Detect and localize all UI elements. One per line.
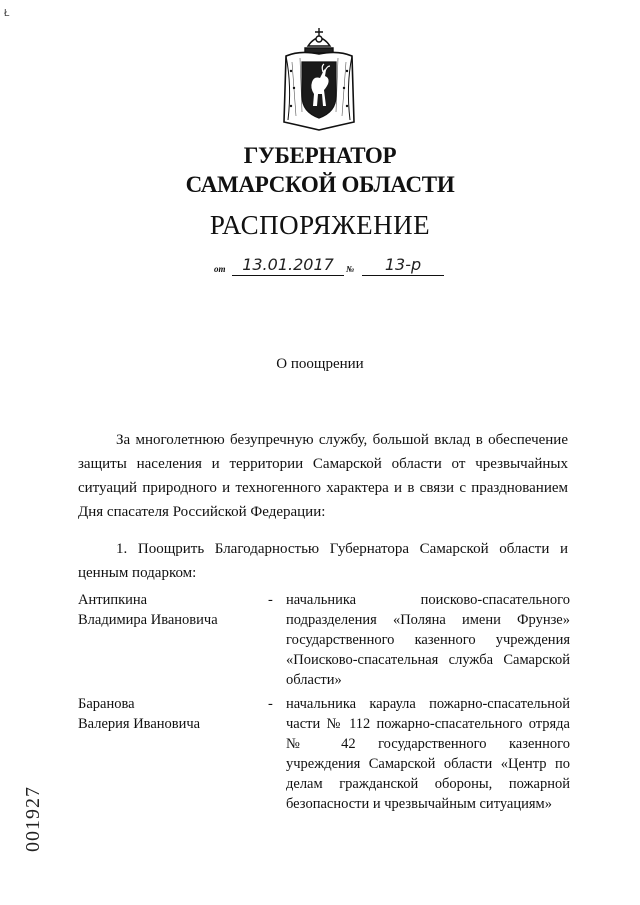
number-prefix: № — [346, 264, 355, 274]
authority-title-line2: САМАРСКОЙ ОБЛАСТИ — [185, 172, 455, 197]
awardee-position: начальника караула пожарно-спасательной части № 112 пожарно-спасательного отряда № 42 государственного казенного учреждения Самарской области «Центр по делам гражданской обороны, пожарной безопасности и чрезвычайным ситуациям» — [286, 696, 570, 812]
document-type: РАСПОРЯЖЕНИЕ — [209, 210, 431, 240]
document-date: 13.01.2017 — [232, 255, 344, 276]
awardee-dash: - — [268, 696, 273, 712]
document-subject: О поощрении — [276, 356, 364, 372]
samara-coat-of-arms-icon — [280, 26, 358, 132]
awardee-given-names: Валерия Ивановича — [78, 716, 201, 732]
awardee-name — [78, 590, 258, 630]
corner-mark: Ł — [4, 8, 10, 19]
authority-title-line1: ГУБЕРНАТОР — [243, 143, 397, 168]
awardee-surname: Антипкина — [78, 592, 148, 608]
serial-number: 001927 — [22, 786, 44, 852]
awardee-position: начальника поисково-спасательного подразделения «Поляна имени Фрунзе» государственного казенного учреждения «Поисково-спасательная служба Самарской области» — [286, 592, 570, 688]
awardee-given-names: Владимира Ивановича — [78, 612, 218, 628]
awardee-name — [78, 694, 258, 734]
document-number: 13-р — [362, 255, 444, 276]
preamble-paragraph: За многолетнюю безупречную службу, большой вклад в обеспечение защиты населения и территории Самарской области от чрезвычайных ситуаций природного и техногенного характера и в связи с празднованием Дня спасателя Российской Федерации: — [78, 432, 568, 520]
awardee-dash: - — [268, 592, 273, 608]
date-prefix: от — [214, 264, 226, 274]
item1-paragraph: 1. Поощрить Благодарностью Губернатора Самарской области и ценным подарком: — [78, 541, 568, 581]
awardee-surname: Баранова — [78, 696, 135, 712]
dateline — [214, 255, 444, 283]
